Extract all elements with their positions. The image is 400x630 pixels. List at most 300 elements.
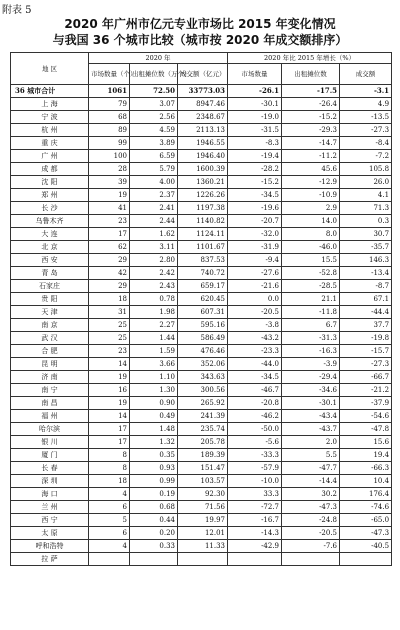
cell-rental-stalls-growth: -26.4 xyxy=(282,98,340,111)
cell-city: 郑 州 xyxy=(11,189,89,202)
cell-market-count-growth: -21.6 xyxy=(228,280,282,293)
cell-market-count-growth: -3.8 xyxy=(228,319,282,332)
cell-turnover: 476.46 xyxy=(178,345,228,358)
cell-turnover: 2348.67 xyxy=(178,111,228,124)
table-row xyxy=(11,176,392,189)
cell-rental-stalls-growth: 8.0 xyxy=(282,228,340,241)
cell-turnover-growth: 4.9 xyxy=(340,98,392,111)
cell-market-count-growth: -34.5 xyxy=(228,189,282,202)
table-row xyxy=(11,267,392,280)
cell-turnover: 189.39 xyxy=(178,449,228,462)
cell-city: 西 安 xyxy=(11,254,89,267)
header-region: 地 区 xyxy=(11,53,89,85)
cell-city: 杭 州 xyxy=(11,124,89,137)
cell-rental-stalls: 0.49 xyxy=(130,410,178,423)
header-rental-stalls: 出租摊位数（万个） xyxy=(130,64,178,85)
cell-turnover-growth: 19.4 xyxy=(340,449,392,462)
cell-turnover: 595.16 xyxy=(178,319,228,332)
cell-turnover-growth: 10.4 xyxy=(340,475,392,488)
cell-rental-stalls-growth: 2.9 xyxy=(282,202,340,215)
table-row xyxy=(11,228,392,241)
table-row xyxy=(11,553,392,566)
cell-market-count: 28 xyxy=(89,163,130,176)
cell-turnover-growth: -21.2 xyxy=(340,384,392,397)
cell-turnover-growth: -8.4 xyxy=(340,137,392,150)
cell-market-count-growth: -31.5 xyxy=(228,124,282,137)
cell-rental-stalls: 0.44 xyxy=(130,514,178,527)
header-turnover: 成交额（亿元） xyxy=(178,64,228,85)
table-row xyxy=(11,358,392,371)
table-row-total xyxy=(11,85,392,98)
cell-rental-stalls-growth: -20.5 xyxy=(282,527,340,540)
cell-turnover-growth: 4.1 xyxy=(340,189,392,202)
cell-city: 哈尔滨 xyxy=(11,423,89,436)
table-row xyxy=(11,189,392,202)
cell-market-count-growth: -14.3 xyxy=(228,527,282,540)
cell-turnover-growth: 67.1 xyxy=(340,293,392,306)
cell-market-count-growth: -43.2 xyxy=(228,332,282,345)
cell-turnover: 151.47 xyxy=(178,462,228,475)
cell-turnover-growth: -54.6 xyxy=(340,410,392,423)
cell-turnover: 620.45 xyxy=(178,293,228,306)
cell-city: 西 宁 xyxy=(11,514,89,527)
cell-rental-stalls-growth: -29.4 xyxy=(282,371,340,384)
cell-market-count: 6 xyxy=(89,501,130,514)
cell-city: 36 城市合计 xyxy=(11,85,89,98)
cell-city: 厦 门 xyxy=(11,449,89,462)
cell-market-count: 23 xyxy=(89,215,130,228)
cell-market-count: 19 xyxy=(89,397,130,410)
cell-city: 拉 萨 xyxy=(11,553,89,566)
cell-rental-stalls-growth xyxy=(282,553,340,566)
cell-turnover-growth: -65.0 xyxy=(340,514,392,527)
cell-rental-stalls: 3.11 xyxy=(130,241,178,254)
cell-market-count: 68 xyxy=(89,111,130,124)
cell-turnover: 92.30 xyxy=(178,488,228,501)
page-title-line-1: 2020 年广州市亿元专业市场比 2015 年变化情况 xyxy=(64,17,336,31)
cell-market-count: 8 xyxy=(89,462,130,475)
table-row xyxy=(11,280,392,293)
cell-turnover-growth: -40.5 xyxy=(340,540,392,553)
cell-rental-stalls: 2.27 xyxy=(130,319,178,332)
cell-market-count-growth: -20.8 xyxy=(228,397,282,410)
table-row xyxy=(11,475,392,488)
cell-market-count: 4 xyxy=(89,540,130,553)
cell-rental-stalls: 2.41 xyxy=(130,202,178,215)
cell-city: 长 沙 xyxy=(11,202,89,215)
table-row xyxy=(11,527,392,540)
table-row xyxy=(11,540,392,553)
cell-turnover: 1226.26 xyxy=(178,189,228,202)
cell-turnover: 1600.39 xyxy=(178,163,228,176)
cell-market-count-growth: -26.1 xyxy=(228,85,282,98)
cell-rental-stalls: 2.42 xyxy=(130,267,178,280)
table-row xyxy=(11,124,392,137)
table-row xyxy=(11,462,392,475)
cell-rental-stalls: 72.50 xyxy=(130,85,178,98)
cell-rental-stalls: 3.66 xyxy=(130,358,178,371)
cell-rental-stalls: 4.00 xyxy=(130,176,178,189)
cell-market-count-growth: 33.3 xyxy=(228,488,282,501)
cell-market-count-growth: -57.9 xyxy=(228,462,282,475)
cell-city: 南 宁 xyxy=(11,384,89,397)
table-row xyxy=(11,215,392,228)
cell-city: 重 庆 xyxy=(11,137,89,150)
cell-city: 天 津 xyxy=(11,306,89,319)
cell-rental-stalls: 1.59 xyxy=(130,345,178,358)
cell-turnover-growth: -35.7 xyxy=(340,241,392,254)
cell-rental-stalls-growth: -28.5 xyxy=(282,280,340,293)
cell-market-count: 5 xyxy=(89,514,130,527)
cell-rental-stalls: 2.44 xyxy=(130,215,178,228)
cell-turnover: 837.53 xyxy=(178,254,228,267)
cell-rental-stalls-growth: -14.7 xyxy=(282,137,340,150)
cell-market-count: 19 xyxy=(89,189,130,202)
cell-rental-stalls-growth: -14.4 xyxy=(282,475,340,488)
cell-rental-stalls-growth: -24.8 xyxy=(282,514,340,527)
cell-market-count: 89 xyxy=(89,124,130,137)
cell-rental-stalls: 0.93 xyxy=(130,462,178,475)
cell-market-count: 17 xyxy=(89,436,130,449)
cell-rental-stalls-growth: -11.2 xyxy=(282,150,340,163)
table-row xyxy=(11,488,392,501)
cell-market-count: 19 xyxy=(89,371,130,384)
cell-market-count-growth: -5.6 xyxy=(228,436,282,449)
cell-market-count-growth: -46.7 xyxy=(228,384,282,397)
table-row xyxy=(11,241,392,254)
cell-turnover-growth: -7.2 xyxy=(340,150,392,163)
cell-turnover: 607.31 xyxy=(178,306,228,319)
cell-turnover: 740.72 xyxy=(178,267,228,280)
cell-turnover: 1124.11 xyxy=(178,228,228,241)
cell-rental-stalls-growth: -43.4 xyxy=(282,410,340,423)
cell-turnover: 1946.40 xyxy=(178,150,228,163)
cell-rental-stalls: 2.43 xyxy=(130,280,178,293)
cell-rental-stalls: 0.78 xyxy=(130,293,178,306)
cell-market-count-growth: -33.3 xyxy=(228,449,282,462)
cell-turnover: 19.97 xyxy=(178,514,228,527)
cell-city: 银 川 xyxy=(11,436,89,449)
cell-market-count-growth: -16.7 xyxy=(228,514,282,527)
cell-turnover-growth: -3.1 xyxy=(340,85,392,98)
cell-city: 福 州 xyxy=(11,410,89,423)
cell-turnover: 659.17 xyxy=(178,280,228,293)
cell-turnover-growth: -47.8 xyxy=(340,423,392,436)
cell-rental-stalls-growth: -12.9 xyxy=(282,176,340,189)
cell-rental-stalls: 2.37 xyxy=(130,189,178,202)
cell-market-count: 14 xyxy=(89,358,130,371)
cell-rental-stalls-growth: -16.3 xyxy=(282,345,340,358)
cell-market-count-growth: -23.3 xyxy=(228,345,282,358)
table-row xyxy=(11,202,392,215)
cell-rental-stalls-growth: -10.9 xyxy=(282,189,340,202)
cell-market-count: 4 xyxy=(89,488,130,501)
cell-rental-stalls: 5.79 xyxy=(130,163,178,176)
cell-rental-stalls: 0.19 xyxy=(130,488,178,501)
header-market-count: 市场数量（个） xyxy=(89,64,130,85)
cell-rental-stalls: 0.99 xyxy=(130,475,178,488)
cell-rental-stalls-growth: -47.3 xyxy=(282,501,340,514)
cell-rental-stalls-growth: 21.1 xyxy=(282,293,340,306)
cell-rental-stalls-growth: 45.6 xyxy=(282,163,340,176)
cell-rental-stalls-growth: 2.0 xyxy=(282,436,340,449)
appendix-label: 附表 5 xyxy=(2,5,32,16)
cell-city: 南 昌 xyxy=(11,397,89,410)
cell-rental-stalls-growth: -29.3 xyxy=(282,124,340,137)
cell-city: 石家庄 xyxy=(11,280,89,293)
cell-market-count-growth: -30.1 xyxy=(228,98,282,111)
cell-city: 青 岛 xyxy=(11,267,89,280)
cell-rental-stalls-growth: -17.5 xyxy=(282,85,340,98)
cell-turnover-growth: -66.3 xyxy=(340,462,392,475)
cell-rental-stalls: 4.59 xyxy=(130,124,178,137)
table-row xyxy=(11,449,392,462)
cell-rental-stalls-growth: -30.1 xyxy=(282,397,340,410)
cell-rental-stalls: 1.44 xyxy=(130,332,178,345)
table-row xyxy=(11,163,392,176)
cell-city: 北 京 xyxy=(11,241,89,254)
cell-market-count-growth: 0.0 xyxy=(228,293,282,306)
cell-turnover-growth: -27.3 xyxy=(340,124,392,137)
cell-turnover: 33773.03 xyxy=(178,85,228,98)
cell-rental-stalls: 0.20 xyxy=(130,527,178,540)
cell-turnover-growth: -74.6 xyxy=(340,501,392,514)
cell-rental-stalls-growth: 30.2 xyxy=(282,488,340,501)
cell-turnover-growth: -13.4 xyxy=(340,267,392,280)
cell-turnover: 103.57 xyxy=(178,475,228,488)
table-row xyxy=(11,384,392,397)
cell-city: 合 肥 xyxy=(11,345,89,358)
table-row xyxy=(11,371,392,384)
cell-turnover-growth: 37.7 xyxy=(340,319,392,332)
cell-turnover: 265.92 xyxy=(178,397,228,410)
table-row xyxy=(11,98,392,111)
table-row xyxy=(11,410,392,423)
cell-market-count: 79 xyxy=(89,98,130,111)
cell-market-count-growth: -20.5 xyxy=(228,306,282,319)
cell-turnover: 343.63 xyxy=(178,371,228,384)
cell-market-count-growth: -32.0 xyxy=(228,228,282,241)
cell-turnover: 205.78 xyxy=(178,436,228,449)
cell-city: 海 口 xyxy=(11,488,89,501)
cell-rental-stalls-growth: -15.2 xyxy=(282,111,340,124)
cell-city: 兰 州 xyxy=(11,501,89,514)
cell-city: 宁 波 xyxy=(11,111,89,124)
table-row xyxy=(11,423,392,436)
cell-market-count: 29 xyxy=(89,254,130,267)
cell-market-count-growth: -9.4 xyxy=(228,254,282,267)
cell-turnover: 2113.13 xyxy=(178,124,228,137)
cell-turnover-growth: -15.7 xyxy=(340,345,392,358)
cell-rental-stalls-growth: -52.8 xyxy=(282,267,340,280)
cell-market-count: 100 xyxy=(89,150,130,163)
table-row xyxy=(11,397,392,410)
cell-turnover: 1101.67 xyxy=(178,241,228,254)
cell-turnover-growth: 105.8 xyxy=(340,163,392,176)
cell-market-count-growth: -31.9 xyxy=(228,241,282,254)
cell-market-count: 17 xyxy=(89,228,130,241)
cell-market-count: 8 xyxy=(89,449,130,462)
cell-city: 成 都 xyxy=(11,163,89,176)
cell-turnover: 1140.82 xyxy=(178,215,228,228)
cell-turnover-growth: 30.7 xyxy=(340,228,392,241)
cell-city: 武 汉 xyxy=(11,332,89,345)
cell-turnover: 586.49 xyxy=(178,332,228,345)
cell-turnover xyxy=(178,553,228,566)
cell-city: 上 海 xyxy=(11,98,89,111)
cell-rental-stalls: 0.35 xyxy=(130,449,178,462)
cell-rental-stalls-growth: -43.7 xyxy=(282,423,340,436)
table-row xyxy=(11,293,392,306)
cell-market-count: 29 xyxy=(89,280,130,293)
cell-market-count: 31 xyxy=(89,306,130,319)
table-row xyxy=(11,319,392,332)
cell-rental-stalls: 0.33 xyxy=(130,540,178,553)
cell-turnover-growth: 146.3 xyxy=(340,254,392,267)
cell-city: 沈 阳 xyxy=(11,176,89,189)
cell-turnover: 241.39 xyxy=(178,410,228,423)
comparison-table xyxy=(10,52,392,566)
cell-market-count-growth: -42.9 xyxy=(228,540,282,553)
cell-market-count-growth: -34.5 xyxy=(228,371,282,384)
cell-rental-stalls-growth: -3.9 xyxy=(282,358,340,371)
table-row xyxy=(11,137,392,150)
table-header xyxy=(11,53,392,85)
cell-market-count: 6 xyxy=(89,527,130,540)
cell-city: 广 州 xyxy=(11,150,89,163)
cell-turnover: 8947.46 xyxy=(178,98,228,111)
cell-turnover: 71.56 xyxy=(178,501,228,514)
cell-market-count-growth: -44.0 xyxy=(228,358,282,371)
cell-rental-stalls xyxy=(130,553,178,566)
cell-turnover-growth: -8.7 xyxy=(340,280,392,293)
cell-market-count: 1061 xyxy=(89,85,130,98)
cell-rental-stalls-growth: -47.7 xyxy=(282,462,340,475)
cell-rental-stalls: 6.59 xyxy=(130,150,178,163)
cell-turnover: 1197.38 xyxy=(178,202,228,215)
table-row xyxy=(11,254,392,267)
cell-turnover-growth: 176.4 xyxy=(340,488,392,501)
cell-rental-stalls-growth: -11.8 xyxy=(282,306,340,319)
cell-turnover-growth: 15.6 xyxy=(340,436,392,449)
header-rental-stalls-growth: 出租摊位数 xyxy=(282,64,340,85)
cell-city: 深 圳 xyxy=(11,475,89,488)
cell-rental-stalls-growth: -34.6 xyxy=(282,384,340,397)
cell-rental-stalls: 1.98 xyxy=(130,306,178,319)
cell-turnover-growth: -27.3 xyxy=(340,358,392,371)
cell-rental-stalls-growth: 5.5 xyxy=(282,449,340,462)
cell-rental-stalls: 0.90 xyxy=(130,397,178,410)
cell-city: 太 原 xyxy=(11,527,89,540)
cell-city: 大 连 xyxy=(11,228,89,241)
cell-market-count: 42 xyxy=(89,267,130,280)
cell-rental-stalls: 1.10 xyxy=(130,371,178,384)
cell-market-count-growth: -8.3 xyxy=(228,137,282,150)
header-turnover-growth: 成交额 xyxy=(340,64,392,85)
cell-turnover: 1946.55 xyxy=(178,137,228,150)
table-row xyxy=(11,345,392,358)
cell-city: 南 京 xyxy=(11,319,89,332)
table-row xyxy=(11,306,392,319)
cell-market-count xyxy=(89,553,130,566)
cell-turnover: 235.74 xyxy=(178,423,228,436)
cell-turnover-growth: -66.7 xyxy=(340,371,392,384)
cell-market-count: 14 xyxy=(89,410,130,423)
cell-turnover-growth: 0.3 xyxy=(340,215,392,228)
cell-rental-stalls: 2.56 xyxy=(130,111,178,124)
cell-rental-stalls-growth: -46.0 xyxy=(282,241,340,254)
table-row xyxy=(11,501,392,514)
cell-market-count-growth: -46.2 xyxy=(228,410,282,423)
cell-rental-stalls: 0.68 xyxy=(130,501,178,514)
table-body xyxy=(11,85,392,566)
table-row xyxy=(11,514,392,527)
cell-market-count: 18 xyxy=(89,475,130,488)
cell-turnover-growth: -13.5 xyxy=(340,111,392,124)
page-title-line-2: 与我国 36 个城市比较（城市按 2020 年成交额排序） xyxy=(52,33,348,47)
table-row xyxy=(11,436,392,449)
cell-turnover-growth: -44.4 xyxy=(340,306,392,319)
table-row xyxy=(11,150,392,163)
cell-rental-stalls-growth: -31.3 xyxy=(282,332,340,345)
cell-rental-stalls-growth: -7.6 xyxy=(282,540,340,553)
cell-turnover: 352.06 xyxy=(178,358,228,371)
cell-city: 呼和浩特 xyxy=(11,540,89,553)
cell-market-count-growth xyxy=(228,553,282,566)
cell-market-count-growth: -27.6 xyxy=(228,267,282,280)
cell-turnover-growth: 26.0 xyxy=(340,176,392,189)
cell-rental-stalls: 3.07 xyxy=(130,98,178,111)
cell-rental-stalls-growth: 6.7 xyxy=(282,319,340,332)
cell-turnover-growth: -19.8 xyxy=(340,332,392,345)
cell-rental-stalls: 2.80 xyxy=(130,254,178,267)
header-group-2020: 2020 年 xyxy=(89,53,228,64)
cell-turnover-growth xyxy=(340,553,392,566)
cell-market-count: 16 xyxy=(89,384,130,397)
cell-turnover-growth: -37.9 xyxy=(340,397,392,410)
cell-rental-stalls: 1.30 xyxy=(130,384,178,397)
cell-market-count-growth: -72.7 xyxy=(228,501,282,514)
cell-city: 昆 明 xyxy=(11,358,89,371)
cell-turnover: 1360.21 xyxy=(178,176,228,189)
cell-rental-stalls: 1.32 xyxy=(130,436,178,449)
cell-market-count: 25 xyxy=(89,332,130,345)
cell-market-count-growth: -19.4 xyxy=(228,150,282,163)
cell-market-count: 41 xyxy=(89,202,130,215)
cell-turnover-growth: -47.3 xyxy=(340,527,392,540)
cell-rental-stalls-growth: 15.5 xyxy=(282,254,340,267)
cell-city: 长 春 xyxy=(11,462,89,475)
cell-rental-stalls: 3.89 xyxy=(130,137,178,150)
cell-market-count: 23 xyxy=(89,345,130,358)
cell-market-count: 25 xyxy=(89,319,130,332)
table-row xyxy=(11,111,392,124)
cell-rental-stalls-growth: 14.0 xyxy=(282,215,340,228)
cell-turnover: 300.56 xyxy=(178,384,228,397)
cell-market-count: 62 xyxy=(89,241,130,254)
cell-market-count-growth: -28.2 xyxy=(228,163,282,176)
cell-market-count-growth: -10.0 xyxy=(228,475,282,488)
header-market-count-growth: 市场数量 xyxy=(228,64,282,85)
cell-market-count-growth: -50.0 xyxy=(228,423,282,436)
cell-market-count-growth: -19.6 xyxy=(228,202,282,215)
cell-market-count: 17 xyxy=(89,423,130,436)
cell-market-count: 99 xyxy=(89,137,130,150)
cell-rental-stalls: 1.48 xyxy=(130,423,178,436)
cell-city: 乌鲁木齐 xyxy=(11,215,89,228)
cell-market-count-growth: -19.0 xyxy=(228,111,282,124)
header-group-change: 2020 年比 2015 年增长（%） xyxy=(228,53,392,64)
